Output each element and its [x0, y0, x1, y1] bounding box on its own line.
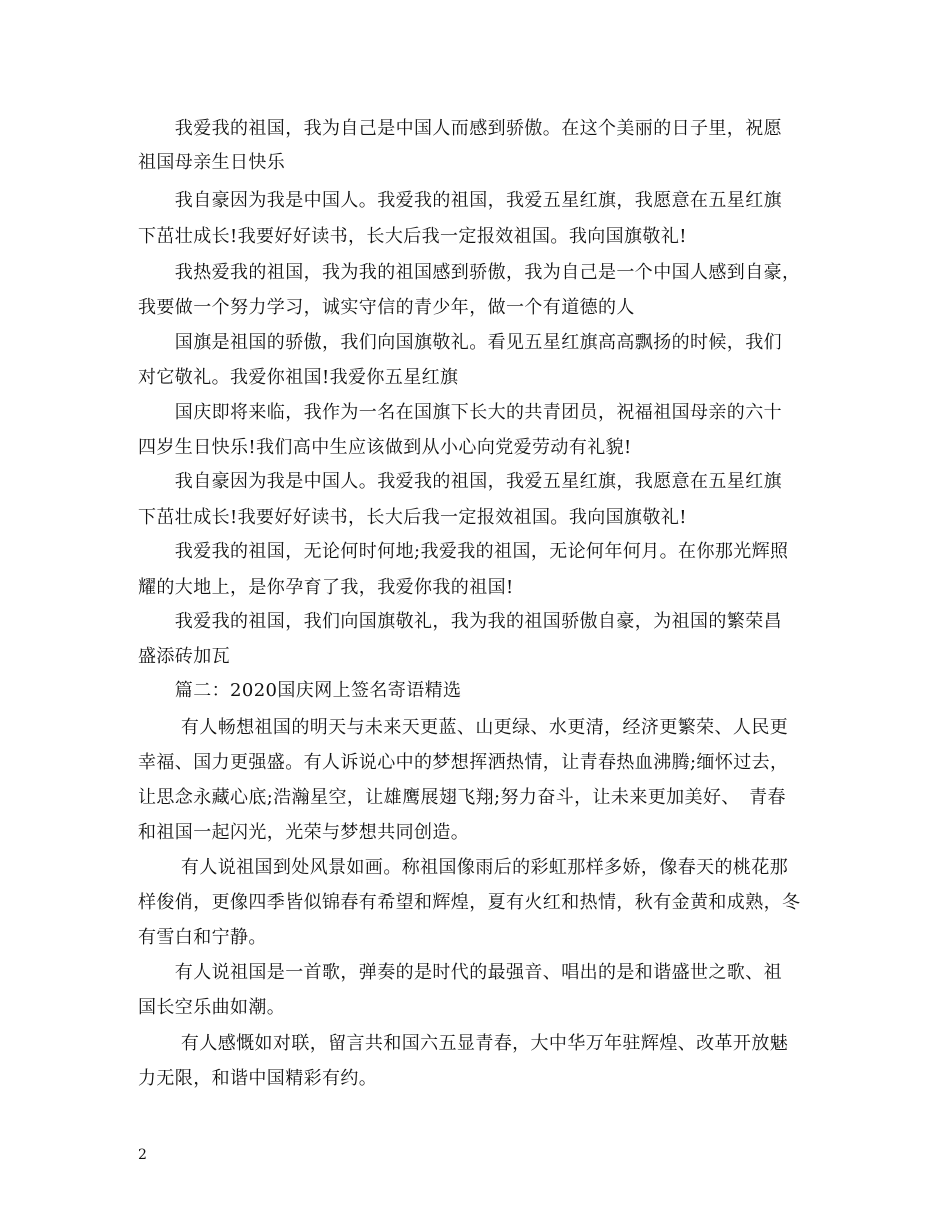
- text-line: 有人说祖国是一首歌，弹奏的是时代的最强音、唱出的是和谐盛世之歌、祖: [138, 962, 782, 983]
- text-line: 国庆即将来临，我作为一名在国旗下长大的共青团员，祝福祖国母亲的六十: [138, 402, 782, 423]
- text-line: 有人说祖国到处风景如画。称祖国像雨后的彩虹那样多娇，像春天的桃花那: [138, 857, 789, 878]
- text-line: 力无限，和谐中国精彩有约。: [138, 1068, 378, 1089]
- text-line: 下茁壮成长!我要好好读书，长大后我一定报效祖国。我向国旗敬礼!: [138, 226, 687, 247]
- text-line: 国长空乐曲如潮。: [138, 997, 286, 1018]
- text-line: 有人畅想祖国的明天与未来天更蓝、山更绿、水更清，经济更繁荣、人民更: [138, 717, 789, 738]
- text-line: 幸福、国力更强盛。有人诉说心中的梦想挥洒热情，让青春热血沸腾;缅怀过去，: [138, 752, 789, 773]
- text-line: 和祖国一起闪光，光荣与梦想共同创造。: [138, 822, 470, 843]
- text-line: 下茁壮成长!我要好好读书，长大后我一定报效祖国。我向国旗敬礼!: [138, 507, 687, 528]
- text-line: 四岁生日快乐!我们高中生应该做到从小心向党爱劳动有礼貌!: [138, 437, 632, 458]
- text-line: 我爱我的祖国，我们向国旗敬礼，我为我的祖国骄傲自豪，为祖国的繁荣昌: [138, 611, 782, 632]
- text-line: 我爱我的祖国，无论何时何地;我爱我的祖国，无论何年何月。在你那光辉照: [138, 541, 789, 562]
- text-line: 对它敬礼。我爱你祖国!我爱你五星红旗: [138, 367, 459, 388]
- text-line: 我热爱我的祖国，我为我的祖国感到骄傲，我为自己是一个中国人感到自豪，: [138, 262, 801, 283]
- text-line: 我爱我的祖国，我为自己是中国人而感到骄傲。在这个美丽的日子里，祝愿: [138, 118, 782, 139]
- text-line: 我自豪因为我是中国人。我爱我的祖国，我爱五星红旗，我愿意在五星红旗: [138, 471, 782, 492]
- text-line: 有人感慨如对联，留言共和国六五显青春，大中华万年驻辉煌、改革开放魅: [138, 1033, 789, 1054]
- text-line: 祖国母亲生日快乐: [138, 152, 286, 173]
- text-line: 国旗是祖国的骄傲，我们向国旗敬礼。看见五星红旗高高飘扬的时候，我们: [138, 332, 782, 353]
- text-line: 我自豪因为我是中国人。我爱我的祖国，我爱五星红旗，我愿意在五星红旗: [138, 190, 782, 211]
- page-number: 2: [138, 1147, 147, 1163]
- section-heading: 篇二：2020国庆网上签名寄语精选: [138, 680, 462, 701]
- text-line: 我要做一个努力学习，诚实守信的青少年，做一个有道德的人: [138, 297, 635, 318]
- text-line: 盛添砖加瓦: [138, 646, 230, 667]
- text-line: 有雪白和宁静。: [138, 927, 267, 948]
- text-line: 让思念永藏心底;浩瀚星空，让雄鹰展翅飞翔;努力奋斗，让未来更加美好、 青春: [138, 787, 786, 808]
- text-line: 耀的大地上，是你孕育了我，我爱你我的祖国!: [138, 577, 514, 598]
- text-line: 样俊俏，更像四季皆似锦春有希望和辉煌，夏有火红和热情，秋有金黄和成熟，冬: [138, 892, 801, 913]
